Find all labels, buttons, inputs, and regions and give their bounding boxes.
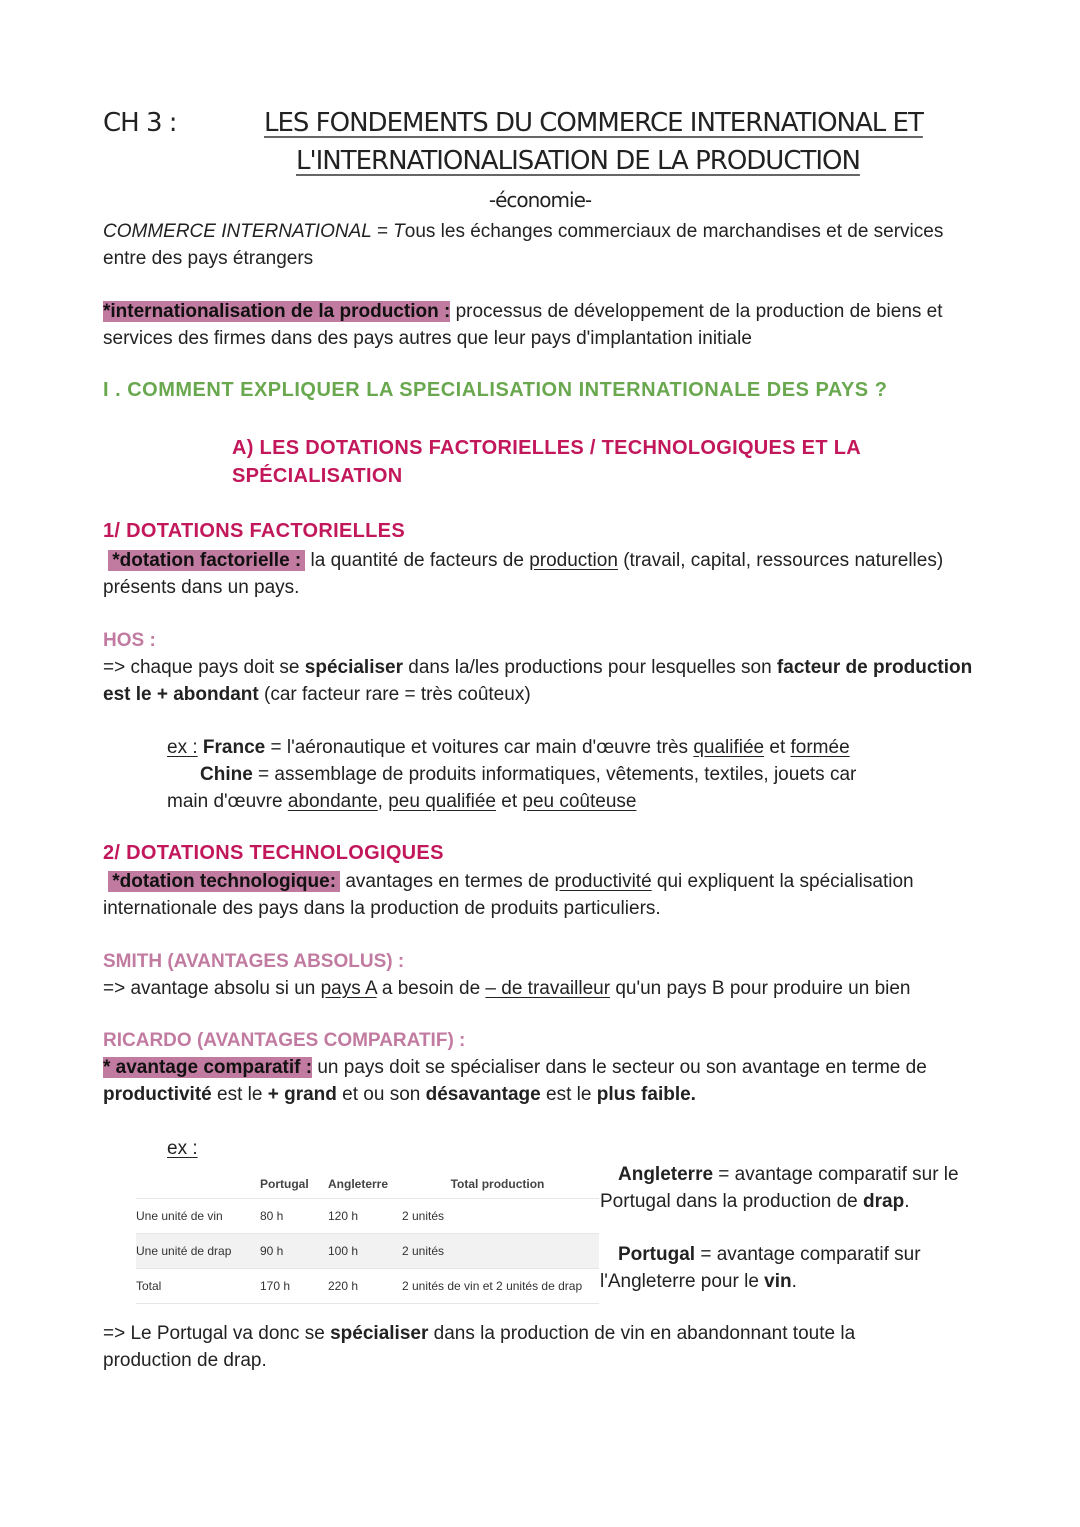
table-row: Une unité de vin 80 h 120 h 2 unités bbox=[136, 1199, 599, 1234]
ricardo-text: * avantage comparatif : un pays doit se spécialiser dans le secteur ou son avantage en terme de productivité est le + grand et ou son désavantage est le plus faible. bbox=[103, 1057, 927, 1105]
title-line-1: LES FONDEMENTS DU COMMERCE INTERNATIONAL ET bbox=[264, 108, 923, 138]
side-note-portugal: Portugal = avantage comparatif sur l'Angleterre pour le vin. bbox=[600, 1244, 921, 1292]
ricardo-label: RICARDO (AVANTAGES COMPARATIF) : bbox=[103, 1030, 466, 1051]
side-note-angleterre: Angleterre = avantage comparatif sur le Portugal dans la production de drap. bbox=[600, 1164, 959, 1212]
definition-commerce-international: COMMERCE INTERNATIONAL = Tous les échanges commerciaux de marchandises et de services entre des pays étrangers bbox=[103, 221, 944, 269]
example-france-chine: ex : France = l'aéronautique et voitures car main d'œuvre très qualifiée et formée Chine = assemblage de produits informatiques, vêtements, textiles, jouets car main d'œuvre abondante, peu qualifiée et peu coûteuse bbox=[167, 737, 857, 812]
definition-internationalisation: *internationalisation de la production : processus de développement de la production de biens et services des firmes dans des pays autres que leur pays d'implantation initiale bbox=[103, 301, 943, 349]
hos-label: HOS : bbox=[103, 630, 156, 651]
example-label: ex : bbox=[167, 1138, 198, 1159]
heading-dotations-factorielles: 1/ DOTATIONS FACTORIELLES bbox=[103, 520, 405, 542]
table-row: Total 170 h 220 h 2 unités de vin et 2 unités de drap bbox=[136, 1269, 599, 1304]
subsection-heading-a: A) LES DOTATIONS FACTORIELLES / TECHNOLOGIQUES ET LA SPÉCIALISATION bbox=[232, 437, 861, 487]
table-header-row: Portugal Angleterre Total production bbox=[136, 1170, 599, 1199]
hos-text: => chaque pays doit se spécialiser dans la/les productions pour lesquelles son facteur de production est le + abondant (car facteur rare = très coûteux) bbox=[103, 657, 973, 705]
subject: -économie- bbox=[488, 188, 592, 212]
table-row: Une unité de drap 90 h 100 h 2 unités bbox=[136, 1234, 599, 1269]
chapter-number: CH 3 : bbox=[103, 108, 177, 138]
definition-dotation-factorielle: *dotation factorielle : la quantité de facteurs de production (travail, capital, ressources naturelles) présents dans un pays. bbox=[103, 550, 944, 598]
smith-label: SMITH (AVANTAGES ABSOLUS) : bbox=[103, 951, 405, 972]
smith-text: => avantage absolu si un pays A a besoin de – de travailleur qu'un pays B pour produire un bien bbox=[103, 978, 911, 999]
conclusion: => Le Portugal va donc se spécialiser dans la production de vin en abandonnant toute la production de drap. bbox=[103, 1323, 856, 1371]
title-line-2: L'INTERNATIONALISATION DE LA PRODUCTION bbox=[296, 146, 860, 176]
production-table bbox=[136, 1170, 599, 1304]
section-heading-1: I . COMMENT EXPLIQUER LA SPECIALISATION INTERNATIONALE DES PAYS ? bbox=[103, 379, 888, 401]
definition-dotation-technologique: *dotation technologique: avantages en termes de productivité qui expliquent la spécialisation internationale des pays dans la production de produits particuliers. bbox=[103, 871, 914, 919]
heading-dotations-technologiques: 2/ DOTATIONS TECHNOLOGIQUES bbox=[103, 842, 444, 864]
